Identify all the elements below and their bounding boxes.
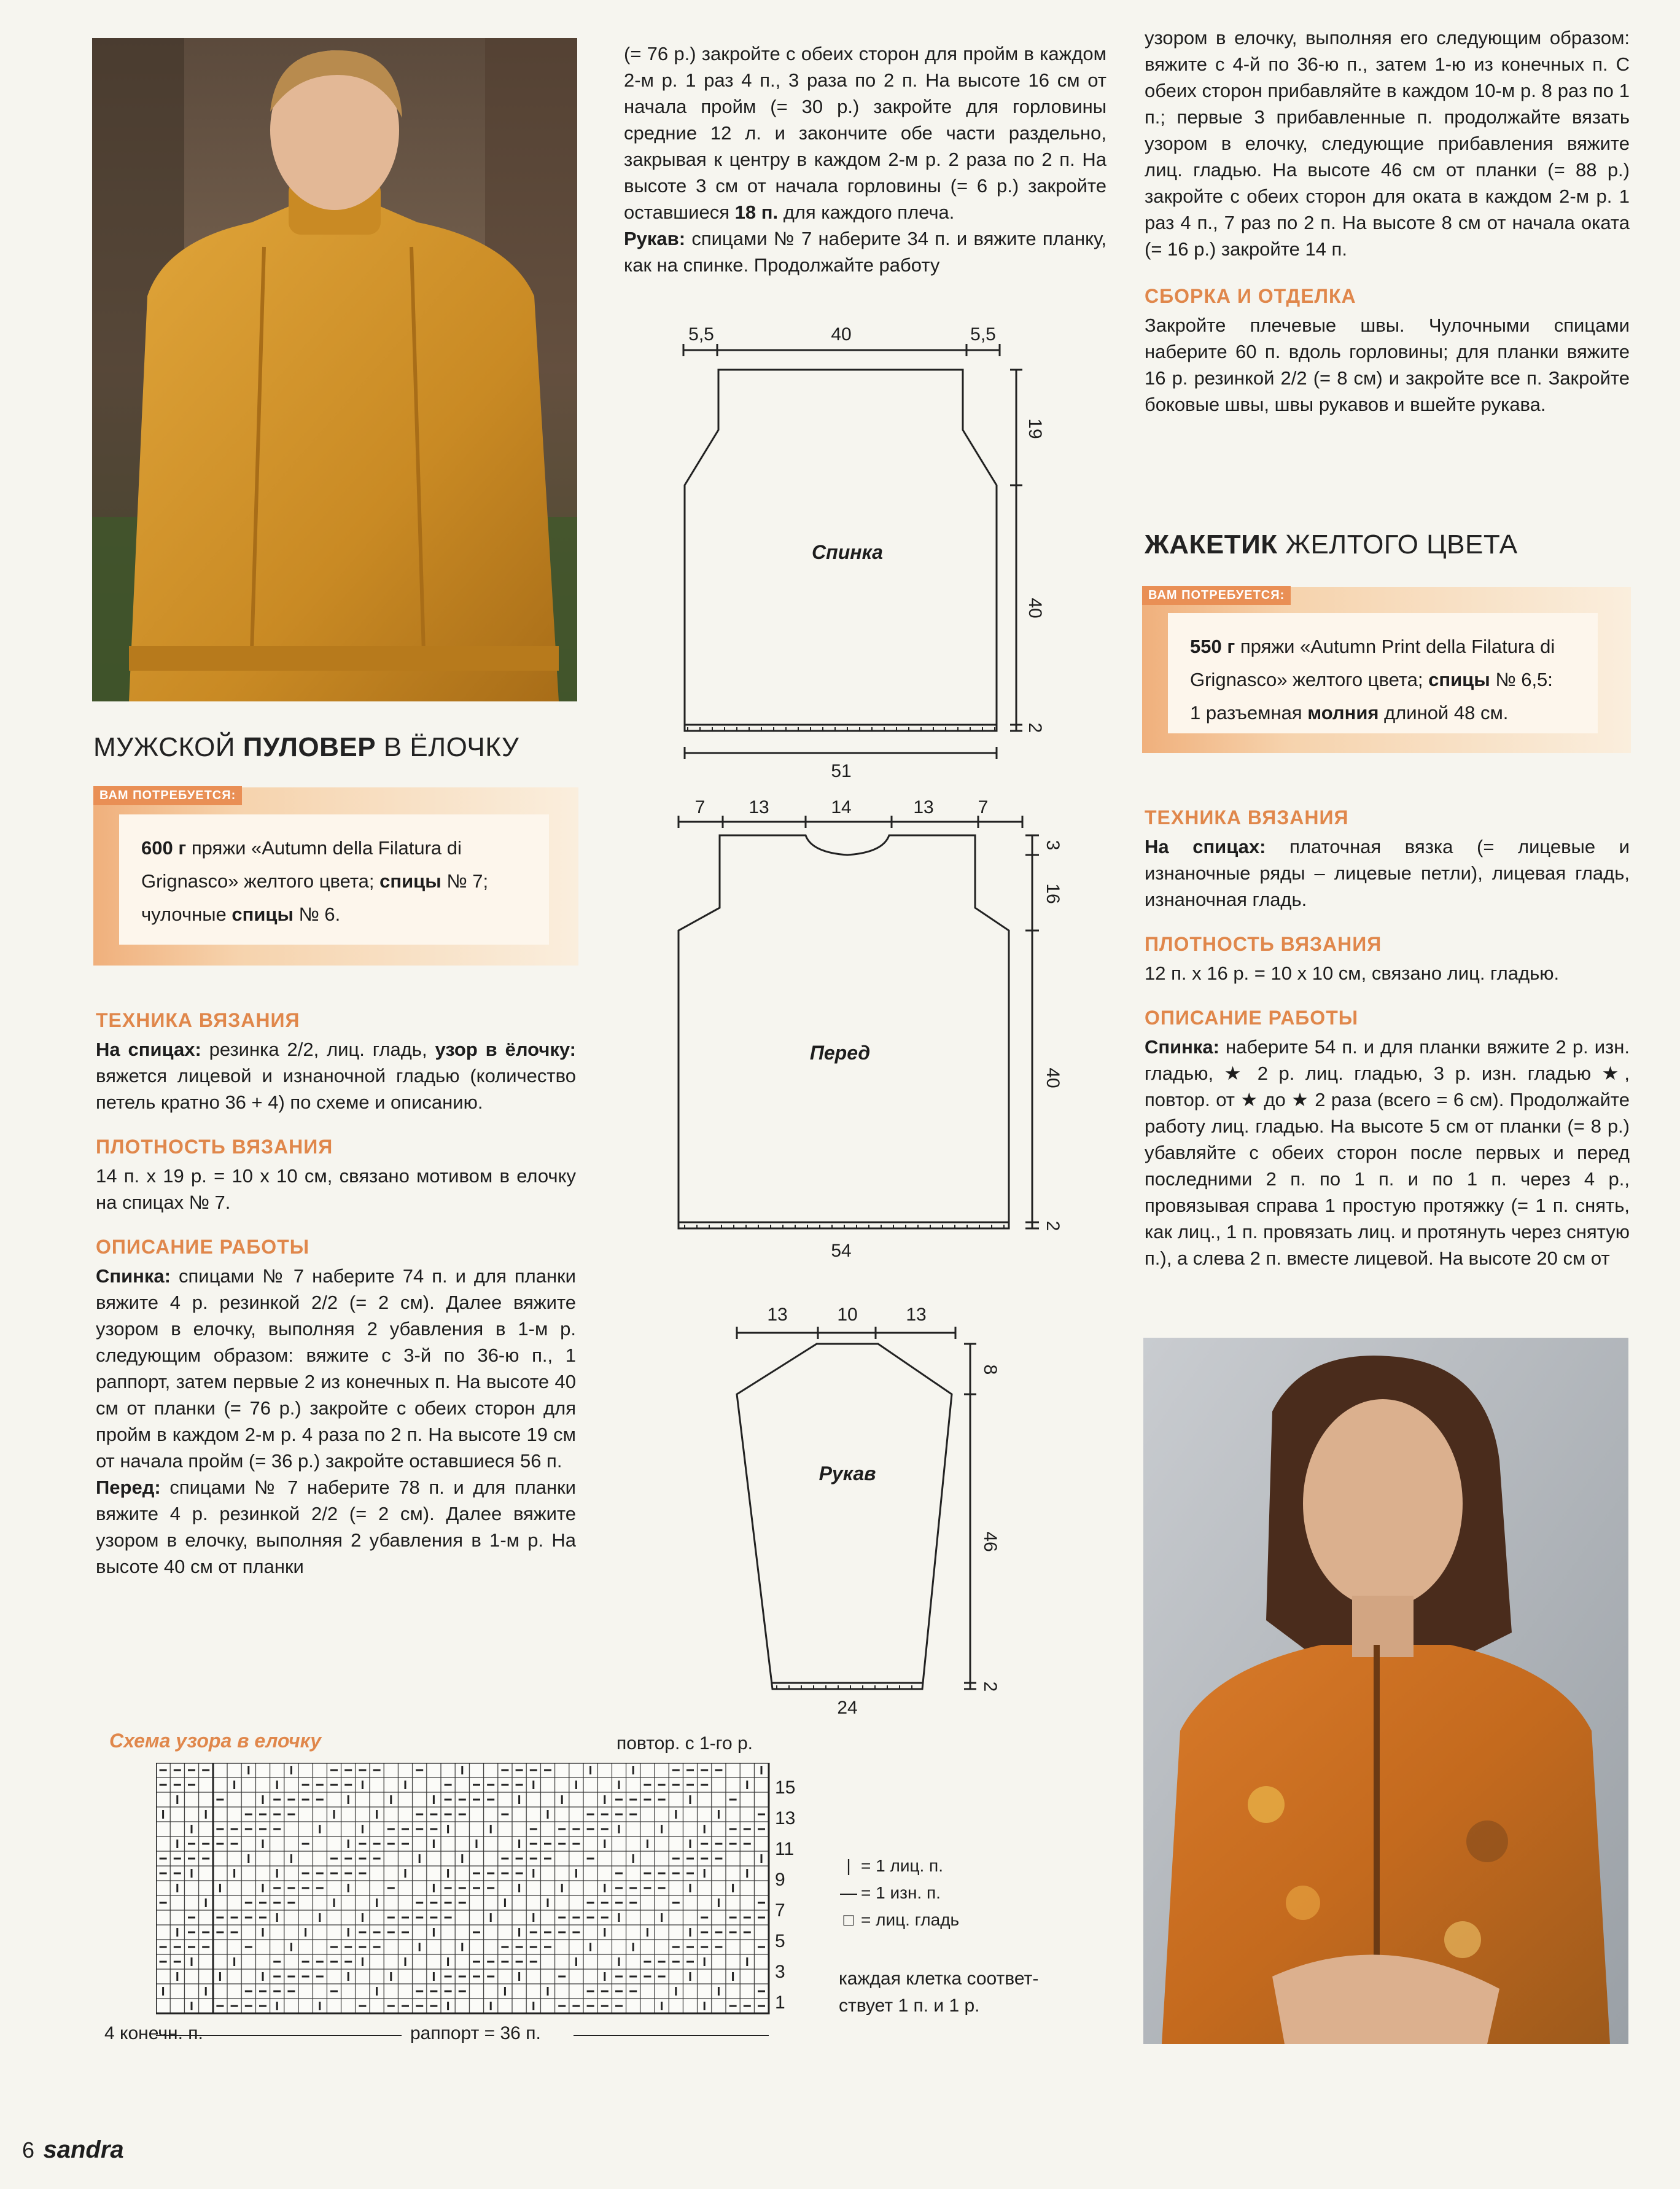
row-label: 15	[775, 1777, 796, 1798]
sleeve-dim-cap: 8	[980, 1364, 1000, 1375]
sweater-density: 14 п. x 19 р. = 10 x 10 см, связано мотивом в елочку на спицах № 7.	[96, 1165, 576, 1213]
photo-man-sweater	[92, 38, 577, 701]
sweater-yarn-color: Grignasco» желтого цвета;	[141, 870, 380, 892]
front-cont-bold: 18 п.	[734, 201, 779, 223]
row-label: 3	[775, 1962, 785, 1982]
back-dim-top-right: 5,5	[970, 324, 996, 345]
cell-note-line1: каждая клетка соответ-	[839, 1969, 1039, 1989]
row-label: 9	[775, 1870, 785, 1890]
sweater-technique-head: ТЕХНИКА ВЯЗАНИЯ	[96, 1009, 300, 1031]
chart-title: Схема узора в елочку	[109, 1730, 322, 1752]
sleeve-label: Рукав:	[624, 228, 686, 249]
sweater-technique	[96, 1036, 576, 1115]
jacket-technique-text: платочная вязка (= лицевые и изнаночные ряды – лицевые петли), лицевая гладь, изнаночная гладь.	[1145, 836, 1630, 910]
sweater-title-post: В ЁЛОЧКУ	[376, 732, 519, 762]
sweater-materials-text	[119, 814, 549, 945]
sweater-needles-size: № 7;	[441, 870, 489, 892]
front-dim-bottom: 54	[831, 1241, 852, 1261]
technique-pattern-label: узор в ёлочку:	[435, 1039, 576, 1060]
sleeve-dim-band: 2	[980, 1681, 1000, 1692]
front-cont-text: (= 76 р.) закройте с обеих сторон для пройм в каждом 2-м р. 1 раз 4 п., 3 раза по 2 п. На высоте 16 см от начала пройм (= 30 р.) закройте для горловины средние 12 л. и закончите обе части раздельно, закрывая к центру в каждом 2-м р. 2 раза по 2 п. На высоте 3 см от начала горловины (= 6 р.) закройте оставшиеся	[624, 43, 1106, 223]
sleeve-instructions	[624, 225, 1106, 278]
sleeve-continued: узором в елочку, выполняя его следующим образом: вяжите с 4-й по 36-ю п., затем 1-ю из конечных п. С обеих сторон прибавляйте в каждом 10-м р. 8 раз по 1 п.; первые 3 прибавленные п. продолжайте вязать узором в елочку, следующие прибавления вяжите лиц. гладью. На высоте 46 см от планки (= 88 р.) закройте с обеих сторон для оката в каждом 2-м р. 1 раз 4 п., 7 раз по 2 п. На высоте 8 см от начала оката (= 16 р.) закройте 14 п.	[1145, 27, 1630, 260]
back-dim-top-mid: 40	[831, 324, 852, 345]
legend-knit	[836, 1852, 959, 1879]
back-text: спицами № 7 наберите 74 п. и для планки вяжите 4 р. резинкой 2/2 (= 2 см). Далее вяжите узором в елочку, выполняя 2 убавления в 1-м р. следующим образом: вяжите с 3-й по 36-ю п., 1 раппорт, затем первые 2 из конечных п. На высоте 40 см от планки (= 76 р.) закройте с обеих сторон для пройм в каждом 2-м р. 4 раза по 2 п. На высоте 19 см от начала пройм (= 36 р.) закройте оставшиеся 56 п.	[96, 1265, 576, 1472]
front-dim-1: 7	[694, 797, 706, 817]
jacket-text	[1145, 805, 1630, 1271]
front-dim-neck: 3	[1043, 840, 1063, 851]
sweater-back	[96, 1263, 576, 1474]
jacket-back-text: наберите 54 п. и для планки вяжите 2 р. изн. гладью, ★ 2 р. лиц. гладью, 3 р. изн. гладью ★, повтор. от ★ до ★ 2 раза (всего = 6 см). Продолжайте работу лиц. гладью. На высоте 5 см от планки (= 8 р.) убавляйте с обеих сторон после первых и перед последними 2 п. по 1 п. и по 1 п. через 4 р., провязывая справа 1 простую протяжку (= 1 п. снять, как лиц., 1 п. провязать лиц. и протянуть через снятую п.), а слева 2 п. вместе лицевой. На высоте 20 см от	[1145, 1036, 1630, 1269]
sleeve-dim-1: 13	[767, 1305, 788, 1325]
front-dim-band: 2	[1043, 1220, 1063, 1231]
jacket-zip-label: молния	[1307, 702, 1379, 724]
legend-knit-symbol: |	[846, 1856, 851, 1875]
sweater-dpn-size: № 6.	[293, 903, 341, 925]
back-dim-top-left: 5,5	[688, 324, 714, 345]
jacket-title	[1145, 529, 1518, 560]
legend-purl-text: = 1 изн. п.	[861, 1883, 941, 1902]
sweater-title	[93, 732, 519, 763]
chart-row-labels	[775, 1773, 795, 2018]
photo-woman-jacket	[1143, 1338, 1628, 2044]
schematic-diagrams	[651, 319, 1081, 1732]
front-dim-2: 13	[749, 797, 769, 817]
sleeve-text: спицами № 7 наберите 34 п. и вяжите планку, как на спинке. Продолжайте работу	[624, 228, 1106, 276]
cell-note-line2: ствует 1 п. и 1 р.	[839, 1996, 980, 2016]
technique-label: На спицах:	[96, 1039, 201, 1060]
sleeve-dim-3: 13	[906, 1305, 927, 1325]
jacket-technique-label: На спицах:	[1145, 836, 1266, 857]
chart-cell-note	[839, 1965, 1038, 2019]
sleeve-dim-bottom: 24	[837, 1698, 858, 1718]
jacket-technique	[1145, 833, 1630, 913]
jacket-work-head: ОПИСАНИЕ РАБОТЫ	[1145, 1007, 1359, 1029]
legend-square-symbol: □	[843, 1910, 854, 1929]
sweater-col2-text	[624, 41, 1106, 278]
sweater-density-head: ПЛОТНОСТЬ ВЯЗАНИЯ	[96, 1136, 333, 1158]
row-label: 11	[775, 1839, 795, 1859]
row-label: 13	[775, 1808, 796, 1828]
jacket-back	[1145, 1034, 1630, 1271]
front-piece-name: Перед	[809, 1042, 871, 1064]
assembly-text: Закройте плечевые швы. Чулочными спицами наберите 60 п. вдоль горловины; для планки вяжите 16 р. резинкой 2/2 (= 8 см) и закройте все п. Закройте боковые швы, швы рукавов и вшейте рукава.	[1145, 314, 1630, 415]
jacket-yarn: пряжи «Autumn Print della Filatura di	[1235, 636, 1555, 657]
sweater-yarn: пряжи «Autumn della Filatura di	[186, 837, 462, 859]
assembly-head: СБОРКА И ОТДЕЛКА	[1145, 285, 1356, 307]
technique-text: резинка 2/2, лиц. гладь,	[201, 1039, 435, 1060]
back-dim-body: 40	[1025, 598, 1045, 618]
jacket-title-rest: ЖЕЛТОГО ЦВЕТА	[1277, 529, 1518, 560]
front-cont-end: для каждого плеча.	[778, 201, 955, 223]
jacket-density-head: ПЛОТНОСТЬ ВЯЗАНИЯ	[1145, 933, 1382, 955]
jacket-materials-box	[1142, 587, 1631, 753]
technique-pattern-text: вяжется лицевой и изнаночной гладью (количество петель кратно 36 + 4) по схеме и описанию.	[96, 1065, 576, 1113]
back-piece-name: Спинка	[812, 541, 883, 563]
sweater-col1-text	[96, 1007, 576, 1580]
front-dim-body: 40	[1043, 1067, 1063, 1088]
page-footer	[22, 2136, 124, 2164]
front-continued	[624, 41, 1106, 225]
back-dim-armhole: 19	[1025, 418, 1045, 439]
front-dim-armhole: 16	[1043, 883, 1063, 904]
sweater-yarn-amount: 600 г	[141, 837, 187, 859]
photo-man-sweater-art	[92, 38, 577, 701]
row-label: 5	[775, 1931, 785, 1951]
jacket-density: 12 п. x 16 р. = 10 x 10 см, связано лиц. гладью.	[1145, 962, 1560, 984]
jacket-materials-tab: ВАМ ПОТРЕБУЕТСЯ:	[1142, 586, 1291, 605]
jacket-back-label: Спинка:	[1145, 1036, 1219, 1058]
jacket-needles-size: № 6,5:	[1490, 669, 1553, 690]
chart-legend	[836, 1852, 959, 1933]
legend-stockinette	[836, 1906, 959, 1933]
chart-edge-label: 4 конечн. п.	[104, 2023, 203, 2043]
magazine-brand: sandra	[43, 2136, 124, 2163]
front-dim-4: 13	[913, 797, 934, 817]
jacket-technique-head: ТЕХНИКА ВЯЗАНИЯ	[1145, 806, 1349, 829]
pattern-chart-grid	[156, 1763, 770, 2015]
sweater-title-pre: МУЖСКОЙ	[93, 732, 243, 762]
front-label: Перед:	[96, 1477, 161, 1498]
back-dim-bottom: 51	[831, 761, 852, 781]
front-text: спицами № 7 наберите 78 п. и для планки вяжите 4 р. резинкой 2/2 (= 2 см). Далее вяжите узором в елочку, выполняя 2 убавления в 1-м р. На высоте 40 см от планки	[96, 1477, 576, 1577]
sleeve-dim-length: 46	[980, 1531, 1000, 1552]
legend-knit-text: = 1 лиц. п.	[861, 1856, 943, 1875]
sweater-work-head: ОПИСАНИЕ РАБОТЫ	[96, 1236, 310, 1258]
back-label: Спинка:	[96, 1265, 171, 1287]
jacket-title-bold: ЖАКЕТИК	[1145, 529, 1278, 560]
sweater-title-bold: ПУЛОВЕР	[243, 732, 376, 762]
jacket-materials-text	[1168, 613, 1598, 733]
jacket-zip-pre: 1 разъемная	[1190, 702, 1308, 724]
jacket-needles-label: спицы	[1428, 669, 1490, 690]
row-label: 7	[775, 1900, 785, 1921]
front-dim-5: 7	[978, 797, 989, 817]
chart-repeat-note: повтор. с 1-го р.	[616, 1733, 753, 1754]
photo-woman-jacket-art	[1143, 1338, 1628, 2044]
sweater-front	[96, 1474, 576, 1580]
chart-repeat-label: раппорт = 36 п.	[410, 2023, 541, 2043]
legend-stockinette-text: = лиц. гладь	[861, 1910, 960, 1929]
sleeve-dim-2: 10	[837, 1305, 858, 1325]
sweater-materials-box	[93, 787, 578, 966]
sweater-needles-label: спицы	[379, 870, 441, 892]
sweater-materials-tab: ВАМ ПОТРЕБУЕТСЯ:	[93, 786, 242, 805]
jacket-zip-length: длиной 48 см.	[1379, 702, 1509, 724]
chart-dimension-lines	[156, 2027, 770, 2045]
sweater-col3-text	[1145, 25, 1630, 418]
sleeve-piece-name: Рукав	[819, 1462, 876, 1485]
jacket-yarn-amount: 550 г	[1190, 636, 1235, 657]
jacket-yarn-color: Grignasco» желтого цвета;	[1190, 669, 1429, 690]
back-dim-band: 2	[1025, 722, 1045, 733]
row-label: 1	[775, 1992, 785, 2013]
legend-purl-symbol: —	[840, 1883, 857, 1902]
page-number: 6	[22, 2137, 35, 2163]
sweater-dpn-label: спицы	[231, 903, 294, 925]
sweater-dpn-pre: чулочные	[141, 903, 232, 925]
front-dim-3: 14	[831, 797, 852, 817]
legend-purl	[836, 1879, 959, 1906]
